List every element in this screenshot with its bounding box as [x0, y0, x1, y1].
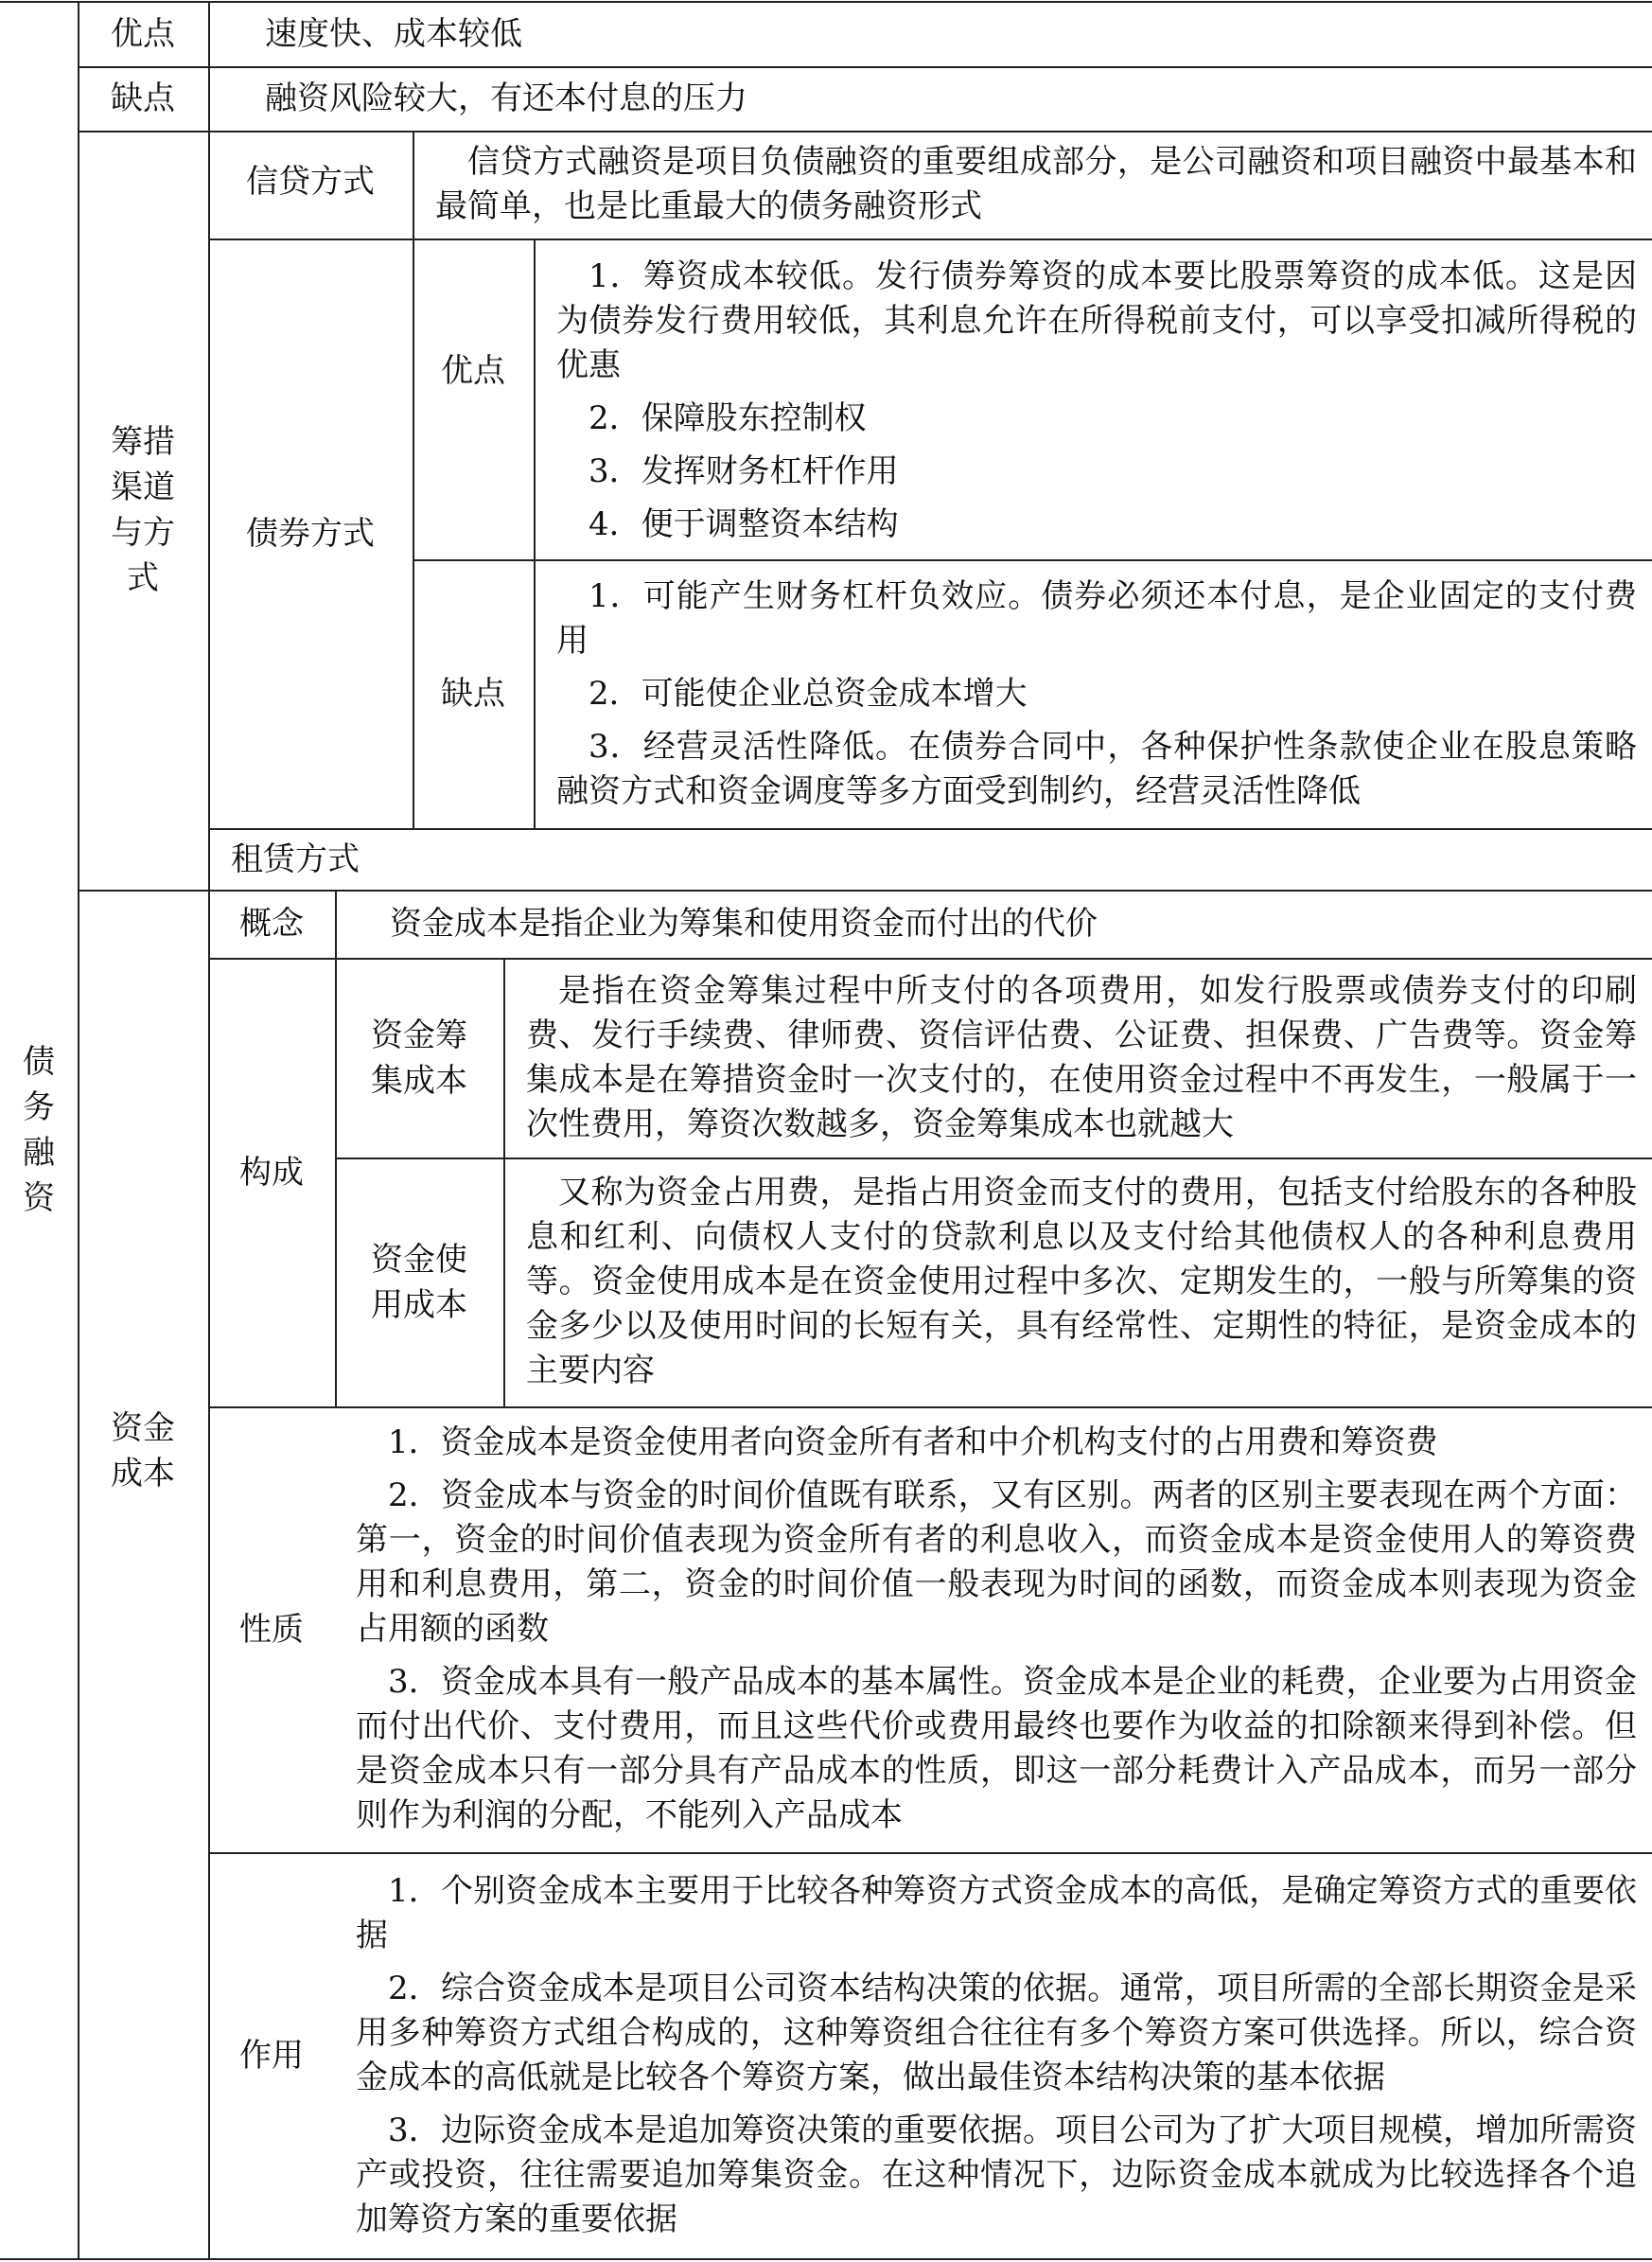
bond-pros-list [534, 239, 1652, 559]
concept-text: 资金成本是指企业为筹集和使用资金而付出的代价 [390, 905, 1098, 943]
credit-text: 信贷方式融资是项目负债融资的重要组成部分，是公司融资和项目融资中最基本和最简单，也是比重最大的债务融资形式 [435, 143, 1637, 225]
bond-cons-label: 缺点 [441, 675, 505, 713]
list-item: 3．资金成本具有一般产品成本的基本属性。资金成本是企业的耗费，企业要为占用资金而付出代价、支付费用，而且这些代价或费用最终也要作为收益的扣除额来得到补偿。但是资金成本只有一部分具有产品成本的性质，即这一部分耗费计入产品成本，而另一部分则作为利润的分配，不能列入产品成本 [356, 1663, 1637, 1834]
composition-label: 构成 [239, 1154, 304, 1192]
list-item: 2．综合资金成本是项目公司资本结构决策的依据。通常，项目所需的全部长期资金是采用多种筹资方式组合构成的，这种筹资组合往往有多个筹资方案可供选择。所以，综合资金成本的高低就是比较各个筹资方案，做出最佳资本结构决策的基本依据 [356, 1969, 1637, 2096]
channels-label: 筹措渠道与方式 [111, 423, 175, 597]
raising-cost-text: 是指在资金筹集过程中所支付的各项费用，如发行股票或债券支付的印刷费、发行手续费、律师费、资信评估费、公证费、担保费、广告费等。资金筹集成本是在筹措资金时一次支付的，在使用资金过程中不再发生，一般属于一次性费用，筹资次数越多，资金筹集成本也就越大 [526, 971, 1637, 1143]
bond-label: 债券方式 [246, 514, 375, 553]
nature-list [335, 1406, 1652, 1852]
credit-label: 信贷方式 [246, 163, 375, 201]
bond-pros-label: 优点 [441, 351, 505, 390]
list-item: 1．可能产生财务杠杆负效应。债券必须还本付息，是企业固定的支付费用 [556, 576, 1637, 660]
function-list [335, 1852, 1652, 2258]
capital-cost-label: 资金成本 [111, 1409, 175, 1493]
disadvantage-text: 融资风险较大，有还本付息的压力 [265, 80, 747, 117]
rule-bottom [0, 2258, 1652, 2260]
list-item: 2．资金成本与资金的时间价值既有联系，又有区别。两者的区别主要表现在两个方面：第一，资金的时间价值表现为资金所有者的利息收入，而资金成本是资金使用人的筹资费用和利息费用，第二，资金的时间价值一般表现为时间的函数，而资金成本则表现为资金占用额的函数 [356, 1476, 1637, 1648]
list-item: 3．发挥财务杠杆作用 [589, 452, 899, 490]
root-label: 债务融资 [23, 1043, 55, 1217]
advantage-text: 速度快、成本较低 [265, 14, 522, 53]
list-item: 2．保障股东控制权 [589, 399, 867, 437]
usage-cost-label: 资金使用成本 [371, 1240, 467, 1324]
concept-label: 概念 [239, 905, 304, 943]
list-item: 1．筹资成本较低。发行债券筹资的成本要比股票筹资的成本低。这是因为债券发行费用较低，其利息允许在所得税前支付，可以享受扣减所得税的优惠 [556, 257, 1637, 384]
raising-cost-label: 资金筹集成本 [371, 1016, 467, 1100]
disadvantage-label: 缺点 [111, 80, 175, 117]
usage-cost-text: 又称为资金占用费，是指占用资金而支付的费用，包括支付给股东的各种股息和红利、向债权人支付的贷款利息以及支付给其他债权人的各种利息费用等。资金使用成本是在资金使用过程中多次、定期发生的，一般与所筹集的资金多少以及使用时间的长短有关，具有经常性、定期性的特征，是资金成本的主要内容 [526, 1174, 1637, 1389]
bond-cons-list [534, 559, 1652, 828]
list-item: 1．个别资金成本主要用于比较各种筹资方式资金成本的高低，是确定筹资方式的重要依据 [356, 1871, 1637, 1954]
lease-label: 租赁方式 [231, 839, 360, 878]
list-item: 2．可能使企业总资金成本增大 [589, 674, 1028, 713]
list-item: 3．边际资金成本是追加筹资决策的重要依据。项目公司为了扩大项目规模，增加所需资产或投资，往往需要追加筹集资金。在这种情况下，边际资金成本就成为比较选择各个追加筹资方案的重要依据 [356, 2111, 1637, 2238]
list-item: 3．经营灵活性降低。在债券合同中，各种保护性条款使企业在股息策略融资方式和资金调度等多方面受到制约，经营灵活性降低 [556, 727, 1637, 810]
advantage-label: 优点 [111, 14, 175, 53]
list-item: 1．资金成本是资金使用者向资金所有者和中介机构支付的占用费和筹资费 [388, 1423, 1438, 1461]
function-label: 作用 [239, 2036, 304, 2075]
list-item: 4．便于调整资本结构 [589, 505, 899, 543]
nature-label: 性质 [239, 1610, 304, 1649]
